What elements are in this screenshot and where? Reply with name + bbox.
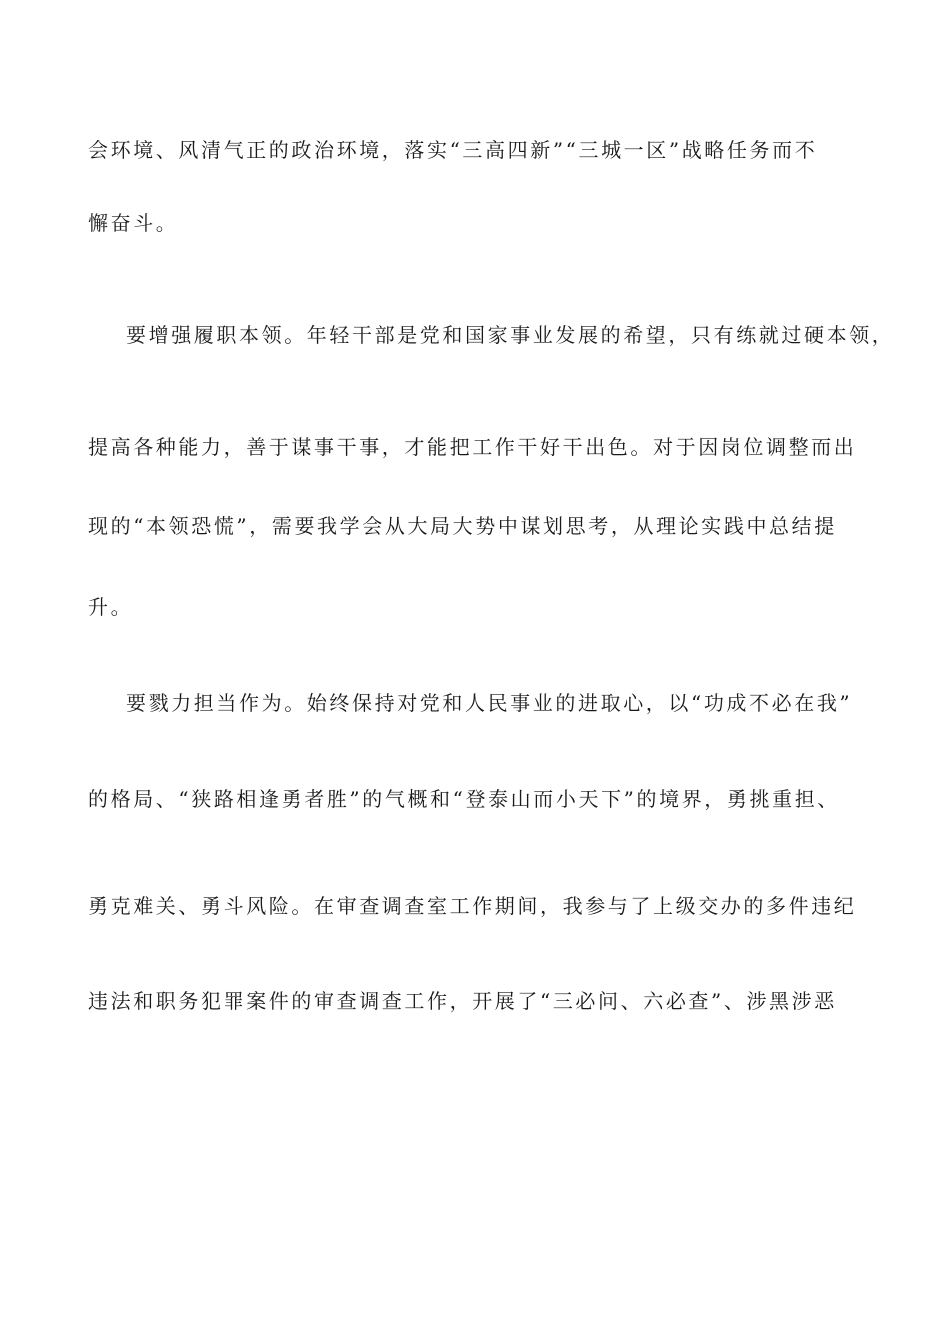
paragraph-3-line-1: 要戮力担当作为。始终保持对党和人民事业的进取心，以“功成不必在我” xyxy=(126,691,853,715)
text-line-8: 的格局、“狭路相逢勇者胜”的气概和“登泰山而小天下”的境界，勇挑重担、 xyxy=(88,787,840,811)
text-line-9: 勇克难关、勇斗风险。在审查调查室工作期间，我参与了上级交办的多件违纪 xyxy=(88,894,857,918)
text-line-10: 违法和职务犯罪案件的审查调查工作，开展了“三必问、六必查”、涉黑涉恶 xyxy=(88,989,837,1013)
text-line-2: 懈奋斗。 xyxy=(88,211,179,235)
text-line-6: 升。 xyxy=(88,595,134,619)
text-line-5: 现的“本领恐慌”，需要我学会从大局大势中谋划思考，从理论实践中总结提 xyxy=(88,514,837,538)
paragraph-2-line-1: 要增强履职本领。年轻干部是党和国家事业发展的希望，只有练就过硬本领， xyxy=(126,323,895,347)
text-line-4: 提高各种能力，善于谋事干事，才能把工作干好干出色。对于因岗位调整而出 xyxy=(88,435,857,459)
text-line-1: 会环境、风清气正的政治环境，落实“三高四新”“三城一区”战略任务而不 xyxy=(88,138,818,162)
